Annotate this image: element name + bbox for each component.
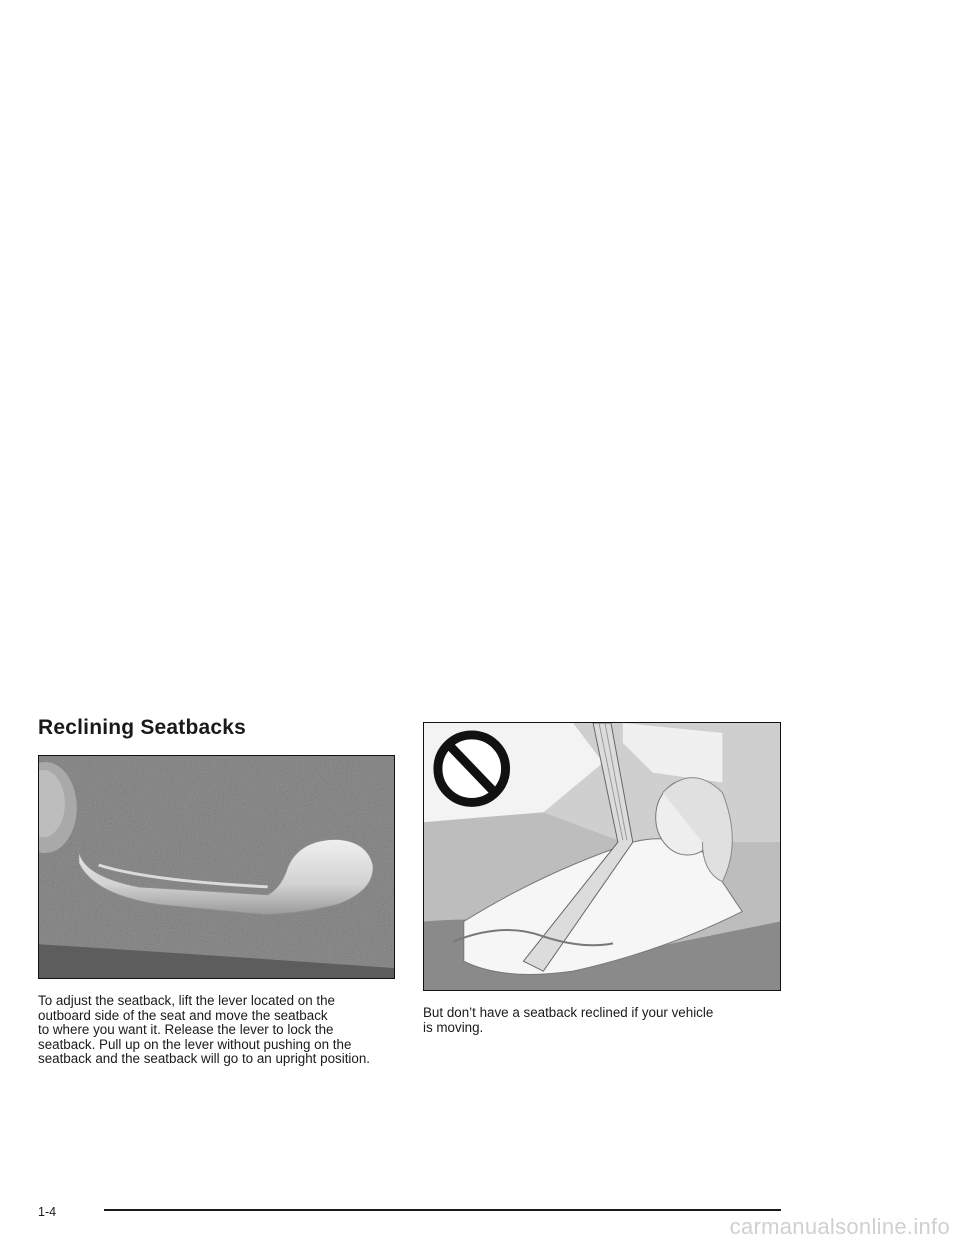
paragraph-line: outboard side of the seat and move the seatback [38,1007,328,1023]
page-number: 1-4 [38,1205,57,1219]
reclined-passenger-warning-illustration [423,722,781,991]
paragraph-line: To adjust the seatback, lift the lever located on the [38,993,336,1008]
paragraph-line: But don’t have a seatback reclined if your vehicle [423,1005,714,1020]
seatback-lever-photo [38,755,395,979]
footer-rule [104,1209,781,1211]
recline-warning-paragraph [423,1006,763,1035]
watermark: carmanualsonline.info [729,1214,950,1239]
paragraph-line: is moving. [423,1019,484,1035]
paragraph-line: seatback. Pull up on the lever without pushing on the [38,1036,352,1052]
prohibition-icon [438,735,506,802]
paragraph-line: to where you want it. Release the lever to lock the [38,1022,334,1038]
section-heading: Reclining Seatbacks [38,716,247,739]
paragraph-line: seatback and the seatback will go to an upright position. [38,1051,371,1067]
adjust-seatback-paragraph [38,994,408,1067]
